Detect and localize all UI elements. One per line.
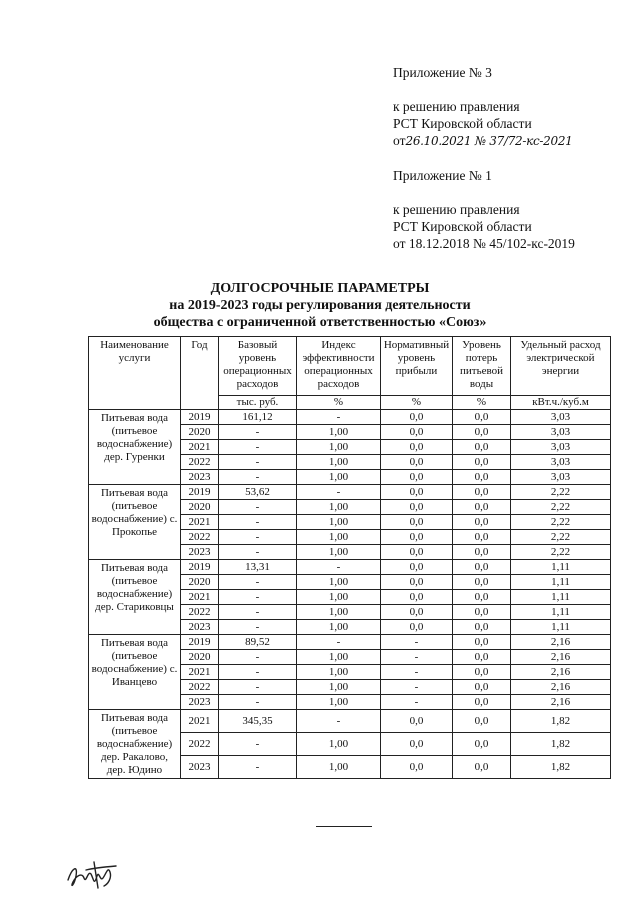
efficiency-index-cell: 1,00: [297, 440, 381, 455]
year-cell: 2021: [181, 440, 219, 455]
water-losses-cell: 0,0: [453, 515, 511, 530]
energy-cell: 2,22: [511, 530, 611, 545]
year-cell: 2020: [181, 575, 219, 590]
col-header-service: Наименование услуги: [89, 337, 181, 410]
base-opex-cell: 345,35: [219, 710, 297, 733]
water-losses-cell: 0,0: [453, 485, 511, 500]
energy-cell: 3,03: [511, 440, 611, 455]
profit-level-cell: 0,0: [381, 470, 453, 485]
service-name-cell: Питьевая вода (питьевое водоснабжение) дер. Гуренки: [89, 410, 181, 485]
profit-level-cell: 0,0: [381, 620, 453, 635]
profit-level-cell: 0,0: [381, 440, 453, 455]
energy-cell: 2,16: [511, 695, 611, 710]
efficiency-index-cell: 1,00: [297, 733, 381, 756]
table-row: [89, 635, 611, 650]
water-losses-cell: 0,0: [453, 560, 511, 575]
profit-level-cell: 0,0: [381, 575, 453, 590]
base-opex-cell: -: [219, 590, 297, 605]
water-losses-cell: 0,0: [453, 680, 511, 695]
profit-level-cell: -: [381, 680, 453, 695]
profit-level-cell: 0,0: [381, 485, 453, 500]
energy-cell: 2,16: [511, 635, 611, 650]
header-row: [89, 337, 611, 396]
water-losses-cell: 0,0: [453, 410, 511, 425]
energy-cell: 1,11: [511, 620, 611, 635]
water-losses-cell: 0,0: [453, 500, 511, 515]
col-header-year: Год: [181, 337, 219, 410]
water-losses-cell: 0,0: [453, 425, 511, 440]
efficiency-index-cell: 1,00: [297, 545, 381, 560]
efficiency-index-cell: 1,00: [297, 455, 381, 470]
year-cell: 2022: [181, 530, 219, 545]
base-opex-cell: -: [219, 620, 297, 635]
year-cell: 2022: [181, 733, 219, 756]
energy-cell: 1,11: [511, 560, 611, 575]
from-prefix: от: [393, 133, 406, 148]
year-cell: 2023: [181, 756, 219, 779]
service-name-cell: Питьевая вода (питьевое водоснабжение) дер. Стариковцы: [89, 560, 181, 635]
efficiency-index-cell: 1,00: [297, 470, 381, 485]
decision-line: к решению правления: [393, 99, 520, 114]
service-name-cell: Питьевая вода (питьевое водоснабжение) дер. Ракалово, дер. Юдино: [89, 710, 181, 779]
year-cell: 2022: [181, 605, 219, 620]
doc-subtitle-2: общества с ограниченной ответственностью «Союз»: [153, 315, 487, 330]
efficiency-index-cell: 1,00: [297, 425, 381, 440]
base-opex-cell: -: [219, 650, 297, 665]
doc-title: ДОЛГОСРОЧНЫЕ ПАРАМЕТРЫ: [210, 281, 430, 296]
year-cell: 2020: [181, 650, 219, 665]
efficiency-index-cell: -: [297, 485, 381, 500]
profit-level-cell: 0,0: [381, 500, 453, 515]
water-losses-cell: 0,0: [453, 635, 511, 650]
appendix-1-label: Приложение № 1: [393, 168, 492, 183]
water-losses-cell: 0,0: [453, 545, 511, 560]
energy-cell: 2,22: [511, 485, 611, 500]
year-cell: 2021: [181, 665, 219, 680]
profit-level-cell: 0,0: [381, 756, 453, 779]
energy-cell: 1,11: [511, 590, 611, 605]
org-name-2: РСТ Кировской области: [393, 219, 532, 234]
energy-cell: 2,16: [511, 650, 611, 665]
table-row: [89, 485, 611, 500]
year-cell: 2022: [181, 680, 219, 695]
col-header-base-opex: Базовый уровень операционных расходов: [219, 337, 297, 396]
base-opex-cell: -: [219, 733, 297, 756]
water-losses-cell: 0,0: [453, 440, 511, 455]
base-opex-cell: -: [219, 530, 297, 545]
water-losses-cell: 0,0: [453, 590, 511, 605]
unit-profit-level: %: [381, 396, 453, 410]
water-losses-cell: 0,0: [453, 650, 511, 665]
year-cell: 2019: [181, 485, 219, 500]
base-opex-cell: -: [219, 756, 297, 779]
energy-cell: 1,11: [511, 605, 611, 620]
efficiency-index-cell: 1,00: [297, 575, 381, 590]
efficiency-index-cell: 1,00: [297, 500, 381, 515]
old-decision-line: от 18.12.2018 № 45/102-кс-2019: [393, 236, 575, 251]
energy-cell: 3,03: [511, 455, 611, 470]
base-opex-cell: -: [219, 455, 297, 470]
year-cell: 2022: [181, 455, 219, 470]
appendix-3-label: Приложение № 3: [393, 65, 492, 80]
base-opex-cell: -: [219, 680, 297, 695]
profit-level-cell: 0,0: [381, 455, 453, 470]
base-opex-cell: 53,62: [219, 485, 297, 500]
energy-cell: 2,16: [511, 680, 611, 695]
table-row: [89, 560, 611, 575]
efficiency-index-cell: 1,00: [297, 650, 381, 665]
water-losses-cell: 0,0: [453, 620, 511, 635]
efficiency-index-cell: -: [297, 635, 381, 650]
year-cell: 2023: [181, 620, 219, 635]
base-opex-cell: -: [219, 665, 297, 680]
energy-cell: 3,03: [511, 410, 611, 425]
year-cell: 2019: [181, 410, 219, 425]
service-name-cell: Питьевая вода (питьевое водоснабжение) с. Иванцево: [89, 635, 181, 710]
col-header-water-losses: Уровень потерь питьевой воды: [453, 337, 511, 396]
efficiency-index-cell: 1,00: [297, 695, 381, 710]
profit-level-cell: 0,0: [381, 425, 453, 440]
profit-level-cell: -: [381, 635, 453, 650]
col-header-energy-consumption: Удельный расход электрической энергии: [511, 337, 611, 396]
base-opex-cell: 13,31: [219, 560, 297, 575]
unit-base-opex: тыс. руб.: [219, 396, 297, 410]
energy-cell: 2,22: [511, 545, 611, 560]
profit-level-cell: 0,0: [381, 515, 453, 530]
base-opex-cell: -: [219, 500, 297, 515]
water-losses-cell: 0,0: [453, 695, 511, 710]
base-opex-cell: -: [219, 575, 297, 590]
profit-level-cell: 0,0: [381, 710, 453, 733]
col-header-efficiency-index: Индекс эффективности операционных расходов: [297, 337, 381, 396]
efficiency-index-cell: 1,00: [297, 756, 381, 779]
water-losses-cell: 0,0: [453, 530, 511, 545]
energy-cell: 2,22: [511, 515, 611, 530]
year-cell: 2021: [181, 515, 219, 530]
year-cell: 2023: [181, 470, 219, 485]
unit-energy: кВт.ч./куб.м: [511, 396, 611, 410]
profit-level-cell: 0,0: [381, 605, 453, 620]
base-opex-cell: 89,52: [219, 635, 297, 650]
table-row: [89, 710, 611, 733]
profit-level-cell: 0,0: [381, 545, 453, 560]
water-losses-cell: 0,0: [453, 605, 511, 620]
profit-level-cell: 0,0: [381, 560, 453, 575]
water-losses-cell: 0,0: [453, 733, 511, 756]
efficiency-index-cell: 1,00: [297, 590, 381, 605]
base-opex-cell: 161,12: [219, 410, 297, 425]
unit-water-losses: %: [453, 396, 511, 410]
efficiency-index-cell: 1,00: [297, 680, 381, 695]
energy-cell: 1,82: [511, 733, 611, 756]
water-losses-cell: 0,0: [453, 470, 511, 485]
water-losses-cell: 0,0: [453, 575, 511, 590]
base-opex-cell: -: [219, 470, 297, 485]
profit-level-cell: -: [381, 665, 453, 680]
profit-level-cell: 0,0: [381, 530, 453, 545]
base-opex-cell: -: [219, 545, 297, 560]
energy-cell: 1,11: [511, 575, 611, 590]
profit-level-cell: 0,0: [381, 590, 453, 605]
energy-cell: 3,03: [511, 425, 611, 440]
year-cell: 2020: [181, 425, 219, 440]
profit-level-cell: 0,0: [381, 733, 453, 756]
efficiency-index-cell: -: [297, 560, 381, 575]
decision-line-2: к решению правления: [393, 202, 520, 217]
water-losses-cell: 0,0: [453, 665, 511, 680]
year-cell: 2020: [181, 500, 219, 515]
base-opex-cell: -: [219, 425, 297, 440]
efficiency-index-cell: 1,00: [297, 620, 381, 635]
efficiency-index-cell: 1,00: [297, 530, 381, 545]
water-losses-cell: 0,0: [453, 756, 511, 779]
efficiency-index-cell: 1,00: [297, 605, 381, 620]
energy-cell: 2,22: [511, 500, 611, 515]
profit-level-cell: -: [381, 695, 453, 710]
year-cell: 2019: [181, 560, 219, 575]
energy-cell: 1,82: [511, 710, 611, 733]
col-header-profit-level: Нормативный уровень прибыли: [381, 337, 453, 396]
base-opex-cell: -: [219, 605, 297, 620]
year-cell: 2019: [181, 635, 219, 650]
efficiency-index-cell: -: [297, 710, 381, 733]
efficiency-index-cell: 1,00: [297, 665, 381, 680]
service-name-cell: Питьевая вода (питьевое водоснабжение) с. Прокопье: [89, 485, 181, 560]
profit-level-cell: 0,0: [381, 410, 453, 425]
separator-line: [316, 826, 372, 827]
year-cell: 2021: [181, 590, 219, 605]
base-opex-cell: -: [219, 440, 297, 455]
handwritten-signature: [64, 858, 120, 897]
year-cell: 2021: [181, 710, 219, 733]
year-cell: 2023: [181, 545, 219, 560]
org-name: РСТ Кировской области: [393, 116, 532, 131]
water-losses-cell: 0,0: [453, 455, 511, 470]
energy-cell: 1,82: [511, 756, 611, 779]
energy-cell: 2,16: [511, 665, 611, 680]
profit-level-cell: -: [381, 650, 453, 665]
handwritten-decision-number: 26.10.2021 № 37/72-кс-2021: [405, 134, 573, 148]
energy-cell: 3,03: [511, 470, 611, 485]
efficiency-index-cell: 1,00: [297, 515, 381, 530]
unit-efficiency-index: %: [297, 396, 381, 410]
year-cell: 2023: [181, 695, 219, 710]
table-row: [89, 410, 611, 425]
base-opex-cell: -: [219, 515, 297, 530]
efficiency-index-cell: -: [297, 410, 381, 425]
decision-date-line: [393, 132, 573, 150]
parameters-table: [88, 336, 611, 779]
water-losses-cell: 0,0: [453, 710, 511, 733]
base-opex-cell: -: [219, 695, 297, 710]
doc-subtitle-1: на 2019-2023 годы регулирования деятельности: [169, 298, 471, 313]
